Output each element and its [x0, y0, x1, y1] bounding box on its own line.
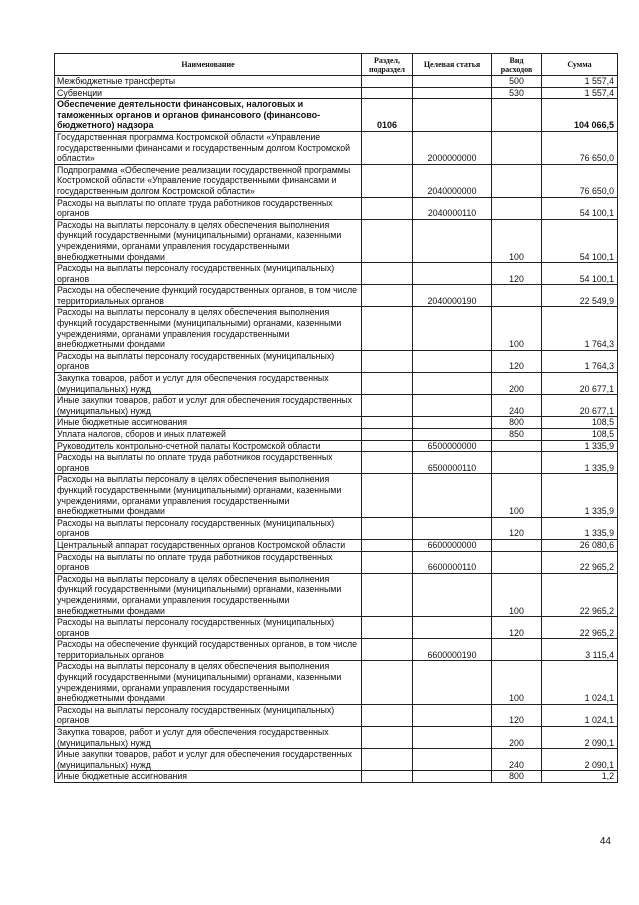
table-row [55, 639, 618, 661]
header-name: Наименование [55, 54, 362, 76]
cell-section [362, 429, 413, 441]
table-row [55, 573, 618, 616]
cell-target: 6500000000 [413, 440, 492, 452]
cell-section [362, 452, 413, 474]
cell-type: 120 [492, 517, 542, 539]
table-row [55, 307, 618, 350]
cell-section [362, 474, 413, 517]
cell-target [413, 307, 492, 350]
cell-name: Закупка товаров, работ и услуг для обеспечения государственных (муниципальных) нужд [55, 373, 362, 395]
cell-name: Расходы на выплаты персоналу государственных (муниципальных) органов [55, 350, 362, 372]
cell-section [362, 639, 413, 661]
cell-section [362, 539, 413, 551]
cell-type [492, 440, 542, 452]
cell-section [362, 131, 413, 164]
cell-type: 530 [492, 87, 542, 99]
cell-name: Расходы на выплаты персоналу в целях обеспечения выполнения функций государственными (муниципальными) органами, казенными учреждениями, органами управления государственными внебюджетными фондами [55, 219, 362, 262]
cell-target [413, 263, 492, 285]
cell-section [362, 661, 413, 704]
cell-name: Расходы на выплаты по оплате труда работников государственных органов [55, 197, 362, 219]
cell-section [362, 440, 413, 452]
cell-amount: 1 557,4 [542, 87, 618, 99]
cell-name: Иные закупки товаров, работ и услуг для обеспечения государственных (муниципальных) нужд [55, 395, 362, 417]
cell-name: Межбюджетные трансферты [55, 76, 362, 88]
cell-name: Расходы на выплаты персоналу в целях обеспечения выполнения функций государственными (муниципальными) органами, казенными учреждениями, органами управления государственными внебюджетными фондами [55, 474, 362, 517]
cell-target [413, 661, 492, 704]
cell-type: 240 [492, 749, 542, 771]
cell-type [492, 99, 542, 132]
cell-type [492, 639, 542, 661]
cell-section [362, 350, 413, 372]
cell-amount: 104 066,5 [542, 99, 618, 132]
table-row [55, 474, 618, 517]
table-row [55, 661, 618, 704]
cell-name: Расходы на выплаты персоналу в целях обеспечения выполнения функций государственными (муниципальными) органами, казенными учреждениями, органами управления государственными внебюджетными фондами [55, 661, 362, 704]
cell-amount: 54 100,1 [542, 197, 618, 219]
cell-amount: 76 650,0 [542, 164, 618, 197]
cell-amount: 2 090,1 [542, 749, 618, 771]
cell-type: 120 [492, 617, 542, 639]
cell-amount: 1 335,9 [542, 440, 618, 452]
budget-table [54, 53, 618, 783]
cell-type: 100 [492, 661, 542, 704]
cell-target [413, 704, 492, 726]
cell-section [362, 164, 413, 197]
cell-section [362, 704, 413, 726]
table-row [55, 617, 618, 639]
cell-amount: 1 764,3 [542, 307, 618, 350]
cell-section [362, 219, 413, 262]
cell-section [362, 197, 413, 219]
cell-type: 100 [492, 307, 542, 350]
cell-amount: 1 024,1 [542, 704, 618, 726]
cell-amount: 22 965,2 [542, 551, 618, 573]
cell-target [413, 373, 492, 395]
cell-amount: 76 650,0 [542, 131, 618, 164]
cell-section [362, 573, 413, 616]
cell-target [413, 219, 492, 262]
cell-section [362, 771, 413, 783]
table-row [55, 373, 618, 395]
cell-amount: 1 335,9 [542, 474, 618, 517]
table-row [55, 551, 618, 573]
cell-type: 200 [492, 727, 542, 749]
cell-section [362, 87, 413, 99]
cell-name: Руководитель контрольно-счетной палаты Костромской области [55, 440, 362, 452]
cell-name: Расходы на выплаты персоналу государственных (муниципальных) органов [55, 704, 362, 726]
table-row [55, 131, 618, 164]
cell-target [413, 395, 492, 417]
cell-target: 2040000000 [413, 164, 492, 197]
table-row [55, 87, 618, 99]
cell-target [413, 771, 492, 783]
cell-section [362, 395, 413, 417]
table-row [55, 440, 618, 452]
table-row [55, 219, 618, 262]
page-number: 44 [599, 836, 611, 847]
cell-target [413, 350, 492, 372]
cell-amount: 2 090,1 [542, 727, 618, 749]
table-body [55, 76, 618, 783]
cell-type: 120 [492, 350, 542, 372]
cell-type: 800 [492, 417, 542, 429]
cell-amount: 1,2 [542, 771, 618, 783]
cell-name: Иные закупки товаров, работ и услуг для обеспечения государственных (муниципальных) нужд [55, 749, 362, 771]
cell-section [362, 551, 413, 573]
cell-section [362, 727, 413, 749]
cell-type [492, 539, 542, 551]
header-amount: Сумма [542, 54, 618, 76]
table-row [55, 285, 618, 307]
cell-amount: 26 080,6 [542, 539, 618, 551]
cell-target: 6600000000 [413, 539, 492, 551]
document-page [54, 53, 617, 783]
cell-name: Обеспечение деятельности финансовых, налоговых и таможенных органов и органов финансового (финансово-бюджетного) надзора [55, 99, 362, 132]
table-row [55, 517, 618, 539]
cell-type: 100 [492, 219, 542, 262]
table-row [55, 727, 618, 749]
cell-type [492, 551, 542, 573]
cell-type [492, 131, 542, 164]
cell-target [413, 727, 492, 749]
table-header-row [55, 54, 618, 76]
cell-amount: 1 335,9 [542, 517, 618, 539]
cell-target [413, 99, 492, 132]
cell-type: 240 [492, 395, 542, 417]
cell-target [413, 87, 492, 99]
cell-type: 800 [492, 771, 542, 783]
cell-name: Расходы на выплаты по оплате труда работников государственных органов [55, 452, 362, 474]
cell-target: 2000000000 [413, 131, 492, 164]
cell-section [362, 517, 413, 539]
cell-type: 100 [492, 573, 542, 616]
cell-target [413, 417, 492, 429]
cell-amount: 20 677,1 [542, 395, 618, 417]
cell-name: Расходы на выплаты персоналу в целях обеспечения выполнения функций государственными (муниципальными) органами, казенными учреждениями, органами управления государственными внебюджетными фондами [55, 573, 362, 616]
cell-target: 6600000110 [413, 551, 492, 573]
cell-name: Расходы на выплаты по оплате труда работников государственных органов [55, 551, 362, 573]
cell-amount: 1 764,3 [542, 350, 618, 372]
cell-target: 6600000190 [413, 639, 492, 661]
cell-section [362, 749, 413, 771]
table-row [55, 197, 618, 219]
cell-name: Расходы на выплаты персоналу государственных (муниципальных) органов [55, 517, 362, 539]
cell-name: Расходы на обеспечение функций государственных органов, в том числе территориальных органов [55, 639, 362, 661]
cell-name: Центральный аппарат государственных органов Костромской области [55, 539, 362, 551]
cell-target: 6500000110 [413, 452, 492, 474]
table-row [55, 417, 618, 429]
cell-target [413, 573, 492, 616]
cell-amount: 22 965,2 [542, 573, 618, 616]
cell-type: 850 [492, 429, 542, 441]
cell-section [362, 307, 413, 350]
table-row [55, 76, 618, 88]
cell-target: 2040000190 [413, 285, 492, 307]
cell-type: 500 [492, 76, 542, 88]
cell-type [492, 197, 542, 219]
cell-amount: 22 965,2 [542, 617, 618, 639]
table-row [55, 771, 618, 783]
cell-name: Уплата налогов, сборов и иных платежей [55, 429, 362, 441]
cell-amount: 3 115,4 [542, 639, 618, 661]
table-row [55, 395, 618, 417]
cell-target [413, 76, 492, 88]
cell-target [413, 617, 492, 639]
table-row [55, 164, 618, 197]
cell-amount: 108,5 [542, 429, 618, 441]
table-row [55, 263, 618, 285]
cell-amount: 22 549,9 [542, 285, 618, 307]
header-target: Целевая статья [413, 54, 492, 76]
cell-amount: 54 100,1 [542, 263, 618, 285]
cell-section [362, 417, 413, 429]
cell-name: Подпрограмма «Обеспечение реализации государственной программы Костромской области «Управление государственными финансами и государственным долгом Костромской области» [55, 164, 362, 197]
cell-type: 120 [492, 263, 542, 285]
cell-name: Государственная программа Костромской области «Управление государственными финансами и государственным долгом Костромской области» [55, 131, 362, 164]
cell-section [362, 617, 413, 639]
cell-section [362, 76, 413, 88]
cell-amount: 108,5 [542, 417, 618, 429]
cell-type: 120 [492, 704, 542, 726]
cell-section [362, 373, 413, 395]
table-row [55, 350, 618, 372]
table-row [55, 452, 618, 474]
cell-type: 100 [492, 474, 542, 517]
cell-name: Субвенции [55, 87, 362, 99]
cell-name: Расходы на выплаты персоналу в целях обеспечения выполнения функций государственными (муниципальными) органами, казенными учреждениями, органами управления государственными внебюджетными фондами [55, 307, 362, 350]
cell-name: Расходы на выплаты персоналу государственных (муниципальных) органов [55, 617, 362, 639]
table-row [55, 99, 618, 132]
cell-target [413, 429, 492, 441]
cell-target [413, 749, 492, 771]
cell-amount: 1 024,1 [542, 661, 618, 704]
header-section: Раздел, подраздел [362, 54, 413, 76]
cell-amount: 1 557,4 [542, 76, 618, 88]
table-row [55, 539, 618, 551]
table-row [55, 704, 618, 726]
cell-name: Расходы на выплаты персоналу государственных (муниципальных) органов [55, 263, 362, 285]
header-type: Вид расходов [492, 54, 542, 76]
cell-section [362, 285, 413, 307]
cell-section [362, 263, 413, 285]
cell-target [413, 517, 492, 539]
cell-target: 2040000110 [413, 197, 492, 219]
cell-section: 0106 [362, 99, 413, 132]
cell-type [492, 452, 542, 474]
cell-type [492, 285, 542, 307]
table-row [55, 749, 618, 771]
cell-amount: 20 677,1 [542, 373, 618, 395]
cell-amount: 54 100,1 [542, 219, 618, 262]
cell-name: Иные бюджетные ассигнования [55, 771, 362, 783]
cell-name: Расходы на обеспечение функций государственных органов, в том числе территориальных органов [55, 285, 362, 307]
cell-type: 200 [492, 373, 542, 395]
table-row [55, 429, 618, 441]
cell-amount: 1 335,9 [542, 452, 618, 474]
cell-name: Закупка товаров, работ и услуг для обеспечения государственных (муниципальных) нужд [55, 727, 362, 749]
cell-type [492, 164, 542, 197]
cell-name: Иные бюджетные ассигнования [55, 417, 362, 429]
cell-target [413, 474, 492, 517]
